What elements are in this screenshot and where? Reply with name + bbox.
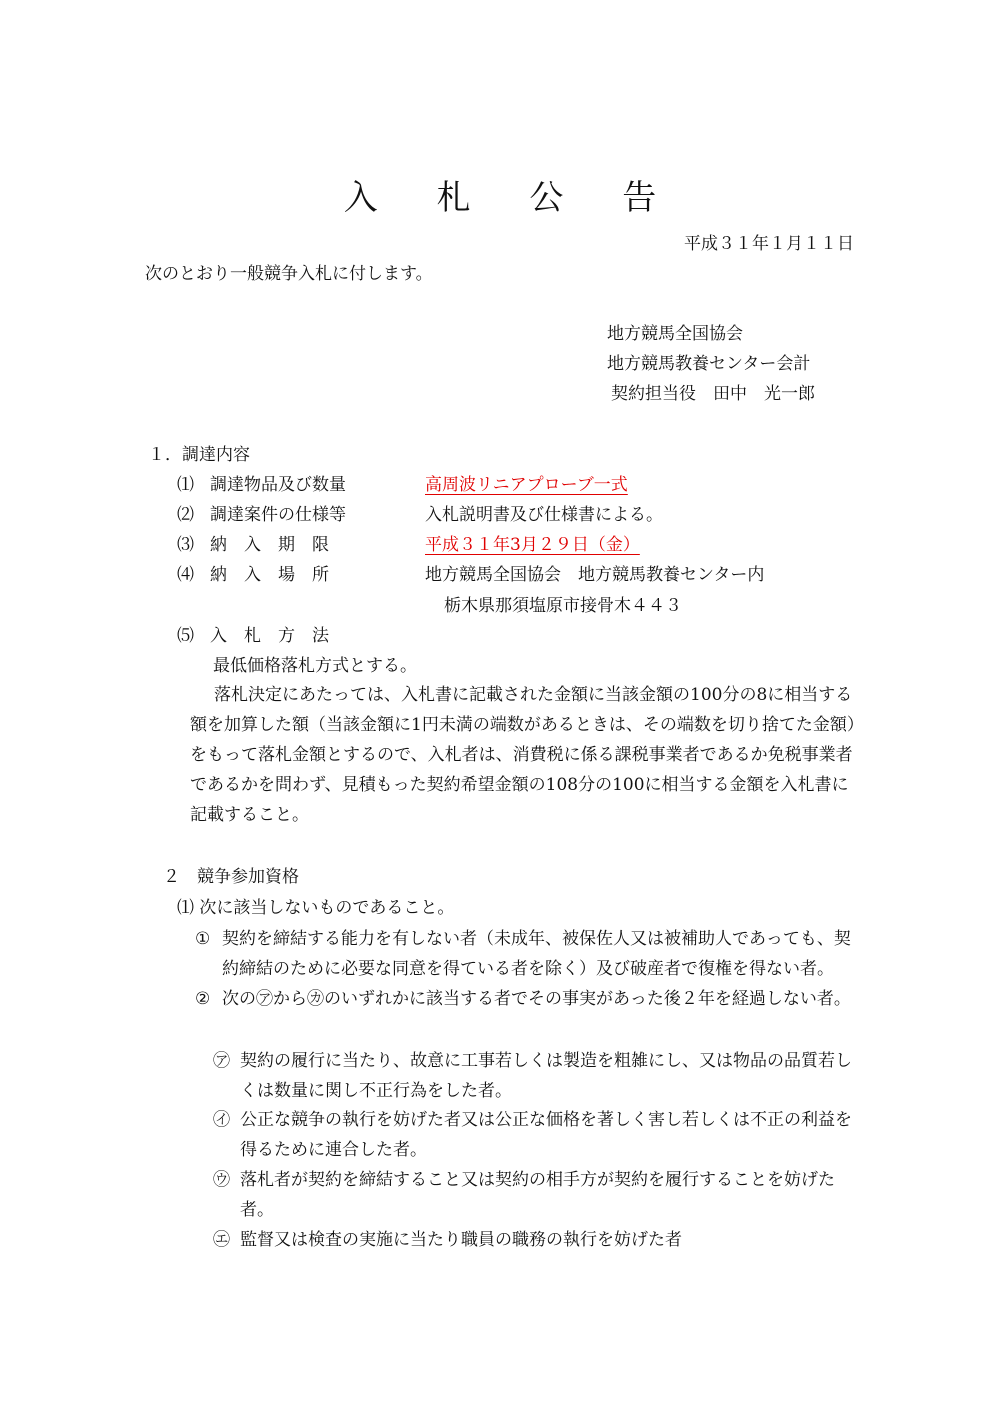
clause-num: ① [195,929,211,949]
item-label: 調達案件の仕様等 [210,505,346,525]
section-2-heading: ２ 競争参加資格 [163,867,299,887]
method-line: 最低価格落札方式とする。 [213,656,417,676]
item-value: 入札説明書及び仕様書による。 [425,505,663,525]
section-1-heading: １．調達内容 [148,445,250,465]
item-num: ⑸ [177,626,194,646]
issuer-org: 地方競馬全国協会 [607,324,743,344]
item-num: ⑷ [177,565,194,585]
item-value-address: 栃木県那須塩原市接骨木４４３ [444,596,682,616]
method-paragraph [190,680,862,830]
item-value-highlight: 平成３１年3月２９日（金） [425,535,640,555]
sub-clause: ⑴ 次に該当しないものであること。 [177,898,455,918]
item-label: 納 入 場 所 [210,565,329,585]
subitem-num: ㋒ [213,1170,230,1190]
issuer-officer: 契約担当役 田中 光一郎 [611,384,815,404]
item-num: ⑵ [177,505,194,525]
item-label: 入 札 方 法 [210,626,329,646]
subitem-text: 落札者が契約を締結すること又は契約の相手方が契約を履行することを妨げた者。 [240,1170,835,1220]
item-num: ⑴ [177,475,194,495]
subitem-num: ㋑ [213,1110,230,1130]
item-label: 納 入 期 限 [210,535,329,555]
clause-text: 契約を締結する能力を有しない者（未成年、被保佐人又は被補助人であっても、契約締結のために必要な同意を得ている者を除く）及び破産者で復権を得ない者。 [222,929,851,979]
subitem-text: 監督又は検査の実施に当たり職員の職務の執行を妨げた者 [240,1230,682,1250]
subitem-num: ㋓ [213,1230,230,1250]
intro-text: 次のとおり一般競争入札に付します。 [145,264,433,284]
subitem-num: ㋐ [213,1051,230,1071]
subitem-text: 公正な競争の執行を妨げた者又は公正な価格を著しく害し若しくは不正の利益を得るために連合した者。 [240,1110,852,1160]
subitem-text: 契約の履行に当たり、故意に工事若しくは製造を粗雑にし、又は物品の品質若しくは数量に関し不正行為をした者。 [240,1051,852,1101]
clause-text: 次の㋐から㋕のいずれかに該当する者でその事実があった後２年を経過しない者。 [222,989,851,1009]
method-paragraph-text: 落札決定にあたっては、入札書に記載された金額に当該金額の100分の8に相当する額を加算した額（当該金額に1円未満の端数があるときは、その端数を切り捨てた金額）をもって落札金額とするので、入札者は、消費税に係る課税事業者であるか免税事業者であるかを問わず、見積もった契約希望金額の108分の100に相当する金額を入札書に記載すること。 [190,685,856,825]
item-num: ⑶ [177,535,194,555]
issuer-dept: 地方競馬教養センター会計 [607,354,811,374]
notice-date: 平成３１年１月１１日 [684,234,854,254]
item-value-highlight: 高周波リニアプローブ一式 [425,475,628,495]
item-value: 地方競馬全国協会 地方競馬教養センター内 [425,565,765,585]
clause-num: ② [195,989,211,1009]
item-label: 調達物品及び数量 [210,475,346,495]
page-title: 入 札 公 告 [343,178,681,218]
